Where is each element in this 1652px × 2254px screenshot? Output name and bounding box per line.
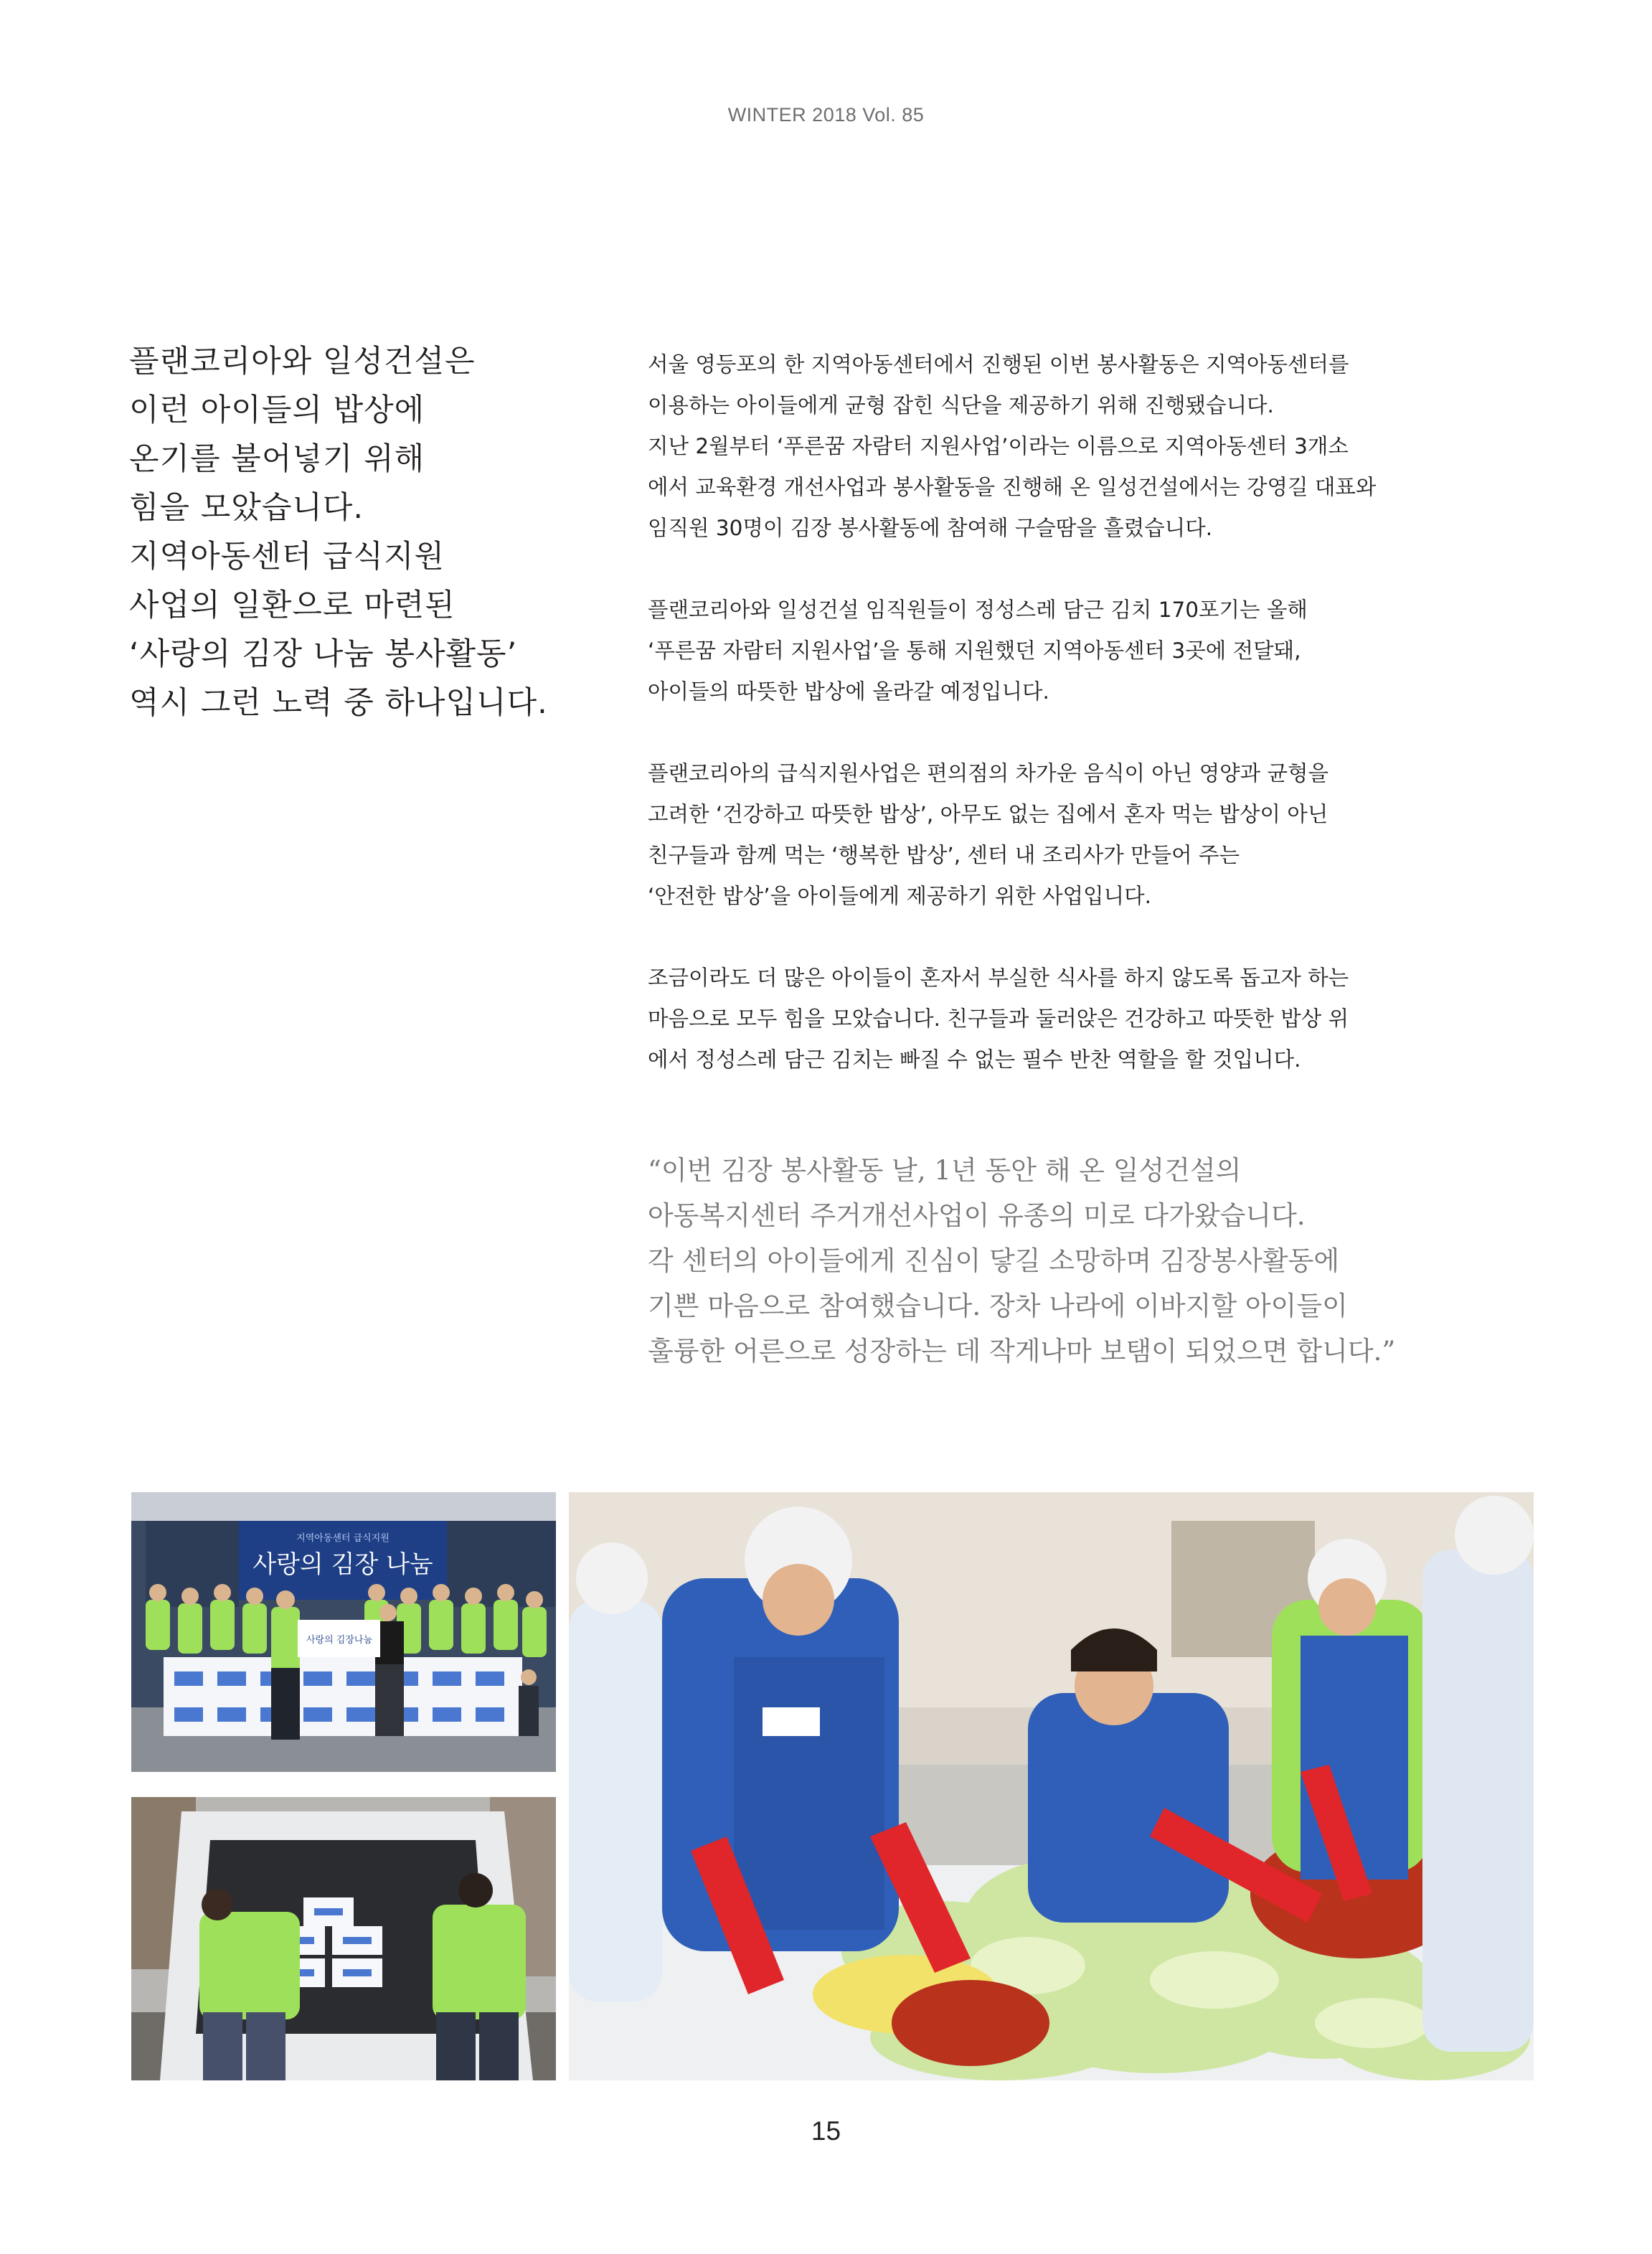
body-line: 고려한 ‘건강하고 따뜻한 밥상’, 아무도 없는 집에서 혼자 먹는 밥상이 아닌 [648, 802, 1328, 826]
lead-line: 플랜코리아와 일성건설은 [129, 344, 476, 379]
lead-quote [129, 337, 603, 727]
quote-line: 아동복지센터 주거개선사업이 유종의 미로 다가왔습니다. [648, 1200, 1306, 1231]
body-line: 서울 영등포의 한 지역아동센터에서 진행된 이번 봉사활동은 지역아동센터를 [648, 352, 1349, 377]
lead-line: 역시 그런 노력 중 하나입니다. [129, 685, 548, 721]
kimchi-making-photo [569, 1492, 1534, 2080]
ceo-quote [648, 1148, 1552, 1374]
lead-line: 사업의 일환으로 마련된 [129, 588, 456, 623]
body-line: 에서 정성스레 담근 김치는 빠질 수 없는 필수 반찬 역할을 할 것입니다. [648, 1047, 1301, 1072]
lead-line: 지역아동센터 급식지원 [129, 539, 445, 575]
body-line: 조금이라도 더 많은 아이들이 혼자서 부실한 식사를 하지 않도록 돕고자 하는 [648, 966, 1349, 990]
body-line: 플랜코리아와 일성건설 임직원들이 정성스레 담근 김치 170포기는 올해 [648, 598, 1308, 622]
body-line: 이용하는 아이들에게 균형 잡힌 식단을 제공하기 위해 진행됐습니다. [648, 393, 1274, 418]
article-body [648, 344, 1552, 1121]
page-number: 15 [811, 2116, 841, 2146]
quote-line: 기쁜 마음으로 참여했습니다. 장차 나라에 이바지할 아이들이 [648, 1291, 1348, 1321]
quote-line: “이번 김장 봉사활동 날, 1년 동안 해 온 일성건설의 [648, 1155, 1242, 1186]
lead-line: 힘을 모았습니다. [129, 490, 364, 526]
body-line: 아이들의 따뜻한 밥상에 올라갈 예정입니다. [648, 679, 1049, 704]
body-line: 지난 2월부터 ‘푸른꿈 자람터 지원사업’이라는 이름으로 지역아동센터 3개소 [648, 434, 1349, 458]
svg-text:지역아동센터 급식지원: 지역아동센터 급식지원 [296, 1533, 390, 1544]
body-line: 플랜코리아의 급식지원사업은 편의점의 차가운 음식이 아닌 영양과 균형을 [648, 761, 1329, 786]
quote-line: 훌륭한 어른으로 성장하는 데 작게나마 보탬이 되었으면 합니다.” [648, 1336, 1396, 1367]
van-loading-photo [131, 1797, 556, 2080]
body-paragraph [648, 753, 1552, 917]
body-line: 임직원 30명이 김장 봉사활동에 참여해 구슬땀을 흘렸습니다. [648, 516, 1213, 540]
body-paragraph [648, 958, 1552, 1080]
banner-title: 사랑의 김장 나눔 [252, 1550, 433, 1579]
body-paragraph [648, 344, 1552, 549]
lead-line: 온기를 불어넣기 위해 [129, 441, 425, 477]
body-line: 친구들과 함께 먹는 ‘행복한 밥상’, 센터 내 조리사가 만들어 주는 [648, 843, 1240, 867]
quote-line: 각 센터의 아이들에게 진심이 닿길 소망하며 김장봉사활동에 [648, 1245, 1340, 1276]
body-line: ‘푸른꿈 자람터 지원사업’을 통해 지원했던 지역아동센터 3곳에 전달돼, [648, 638, 1301, 663]
body-line: 마음으로 모두 힘을 모았습니다. 친구들과 둘러앉은 건강하고 따뜻한 밥상 위 [648, 1006, 1349, 1031]
group-ceremony-photo [131, 1492, 556, 1772]
lead-line: ‘사랑의 김장 나눔 봉사활동’ [129, 636, 518, 672]
lead-line: 이런 아이들의 밥상에 [129, 392, 425, 428]
body-line: ‘안전한 밥상’을 아이들에게 제공하기 위한 사업입니다. [648, 884, 1151, 908]
body-line: 에서 교육환경 개선사업과 봉사활동을 진행해 온 일성건설에서는 강영길 대표와 [648, 475, 1377, 499]
issue-header: WINTER 2018 Vol. 85 [727, 104, 925, 126]
body-paragraph [648, 590, 1552, 712]
donation-board-text: 사랑의 김장나눔 [306, 1635, 373, 1646]
